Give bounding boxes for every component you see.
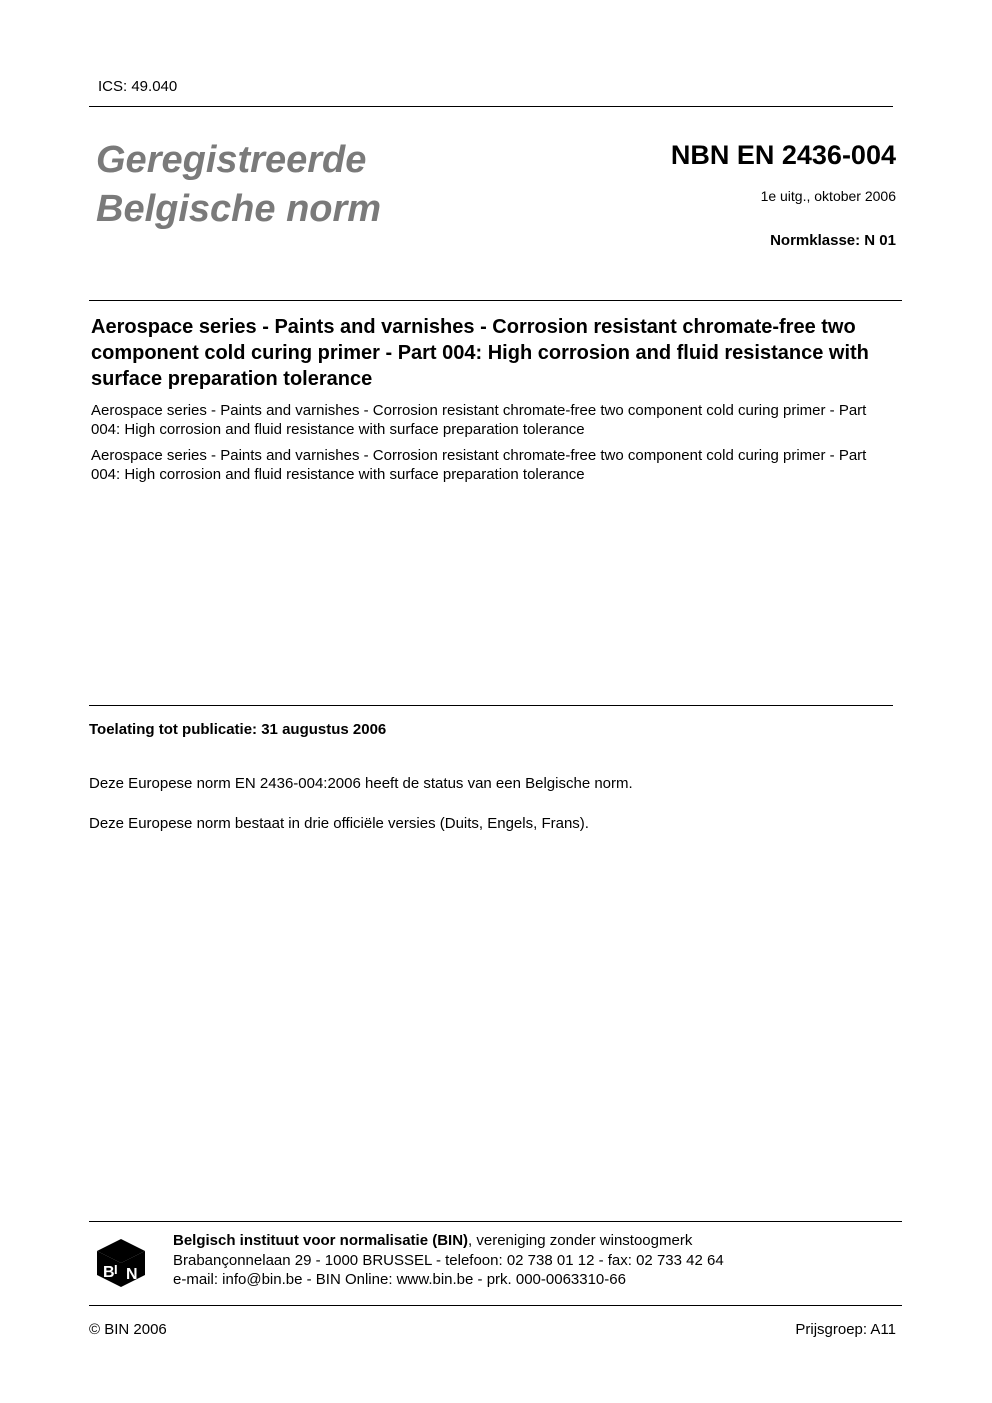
bin-contact-block bbox=[173, 1231, 724, 1290]
svg-text:N: N bbox=[126, 1266, 138, 1283]
alternate-title-2: Aerospace series - Paints and varnishes - Corrosion resistant chromate-free two component cold curing primer - Part 004: High corrosion and fluid resistance with surface preparation tolerance bbox=[91, 447, 867, 483]
edition-date: 1e uitg., oktober 2006 bbox=[760, 188, 896, 204]
bottom-divider bbox=[89, 1305, 902, 1306]
main-title: Aerospace series - Paints and varnishes - Corrosion resistant chromate-free two component cold curing primer - Part 004: High corrosion and fluid resistance with surface preparation tolerance bbox=[91, 316, 869, 390]
bin-org-description: , vereniging zonder winstoogmerk bbox=[468, 1232, 693, 1249]
bin-logo-lettering: B bbox=[103, 1264, 115, 1281]
publication-divider bbox=[89, 705, 893, 706]
norm-class: Normklasse: N 01 bbox=[770, 232, 896, 249]
status-statement: Deze Europese norm EN 2436-004:2006 heeft de status van een Belgische norm. bbox=[89, 775, 633, 792]
approval-date: Toelating tot publicatie: 31 augustus 2006 bbox=[89, 721, 387, 738]
standard-number: NBN EN 2436-004 bbox=[670, 140, 896, 170]
versions-statement: Deze Europese norm bestaat in drie officiële versies (Duits, Engels, Frans). bbox=[89, 815, 589, 832]
registered-line-2: Belgische norm bbox=[96, 188, 382, 230]
header-divider bbox=[89, 106, 893, 107]
registered-line-1: Geregistreerde bbox=[96, 139, 367, 181]
ics-code: ICS: 49.040 bbox=[98, 78, 178, 95]
bin-address: Brabançonnelaan 29 - 1000 BRUSSEL - telefoon: 02 738 01 12 - fax: 02 733 42 64 bbox=[173, 1251, 724, 1269]
bin-org-line bbox=[173, 1231, 724, 1251]
bin-logo-icon bbox=[93, 1233, 149, 1289]
alternate-title-1: Aerospace series - Paints and varnishes - Corrosion resistant chromate-free two component cold curing primer - Part 004: High corrosion and fluid resistance with surface preparation tolerance bbox=[91, 402, 867, 438]
title-divider bbox=[89, 300, 902, 301]
price-group: Prijsgroep: A11 bbox=[795, 1321, 896, 1338]
svg-text:I: I bbox=[114, 1262, 118, 1277]
copyright: © BIN 2006 bbox=[89, 1321, 167, 1338]
bin-contact-details: e-mail: info@bin.be - BIN Online: www.bin.be - prk. 000-0063310-66 bbox=[173, 1271, 626, 1288]
registered-standard-heading bbox=[96, 136, 381, 234]
bin-org-name: Belgisch instituut voor normalisatie (BIN) bbox=[173, 1232, 469, 1249]
footer-divider bbox=[89, 1221, 902, 1222]
